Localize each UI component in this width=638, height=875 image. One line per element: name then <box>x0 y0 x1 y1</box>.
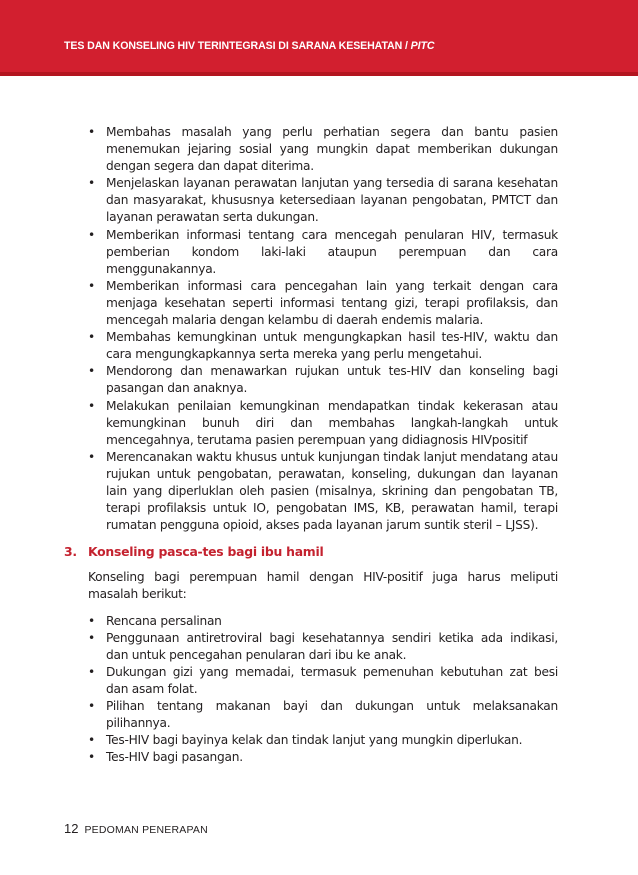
running-header-main: TES DAN KONSELING HIV TERINTEGRASI DI SARANA KESEHATAN / <box>64 40 411 52</box>
header-band <box>0 0 638 76</box>
running-header-italic: PITC <box>410 40 435 52</box>
bullet-icon: • <box>88 449 95 464</box>
list-item-text: Pilihan tentang makanan bayi dan dukungan untuk melaksanakan pilihannya. <box>106 699 558 731</box>
page-content <box>64 124 558 766</box>
bullet-icon: • <box>88 330 95 345</box>
list-item <box>64 363 558 397</box>
list-item <box>64 175 558 226</box>
section-title: Konseling pasca-tes bagi ibu hamil <box>88 544 324 560</box>
list-item-text: Memberikan informasi tentang cara mencegah penularan HIV, termasuk pemberian kondom laki-laki ataupun perempuan dan cara menggunakannya. <box>106 227 558 276</box>
list-item <box>64 449 558 534</box>
page-number: 12 <box>64 821 79 836</box>
list-item-text: Rencana persalinan <box>106 613 222 628</box>
bullet-list-followup <box>64 124 558 534</box>
bullet-icon: • <box>88 227 95 242</box>
list-item <box>64 749 558 766</box>
bullet-icon: • <box>88 125 95 139</box>
list-item <box>64 732 558 749</box>
list-item <box>64 278 558 329</box>
list-item-text: Tes-HIV bagi pasangan. <box>106 750 243 765</box>
bullet-icon: • <box>88 364 95 379</box>
list-item-text: Dukungan gizi yang memadai, termasuk pemenuhan kebutuhan zat besi dan asam folat. <box>106 664 558 696</box>
bullet-icon: • <box>88 398 95 413</box>
list-item <box>64 124 558 175</box>
list-item <box>64 698 558 732</box>
bullet-icon: • <box>88 278 95 293</box>
list-item-text: Mendorong dan menawarkan rujukan untuk tes-HIV dan konseling bagi pasangan dan anaknya. <box>106 364 558 396</box>
bullet-icon: • <box>88 664 95 679</box>
bullet-icon: • <box>88 630 95 645</box>
section-intro: Konseling bagi perempuan hamil dengan HIV-positif juga harus meliputi masalah berikut: <box>88 570 558 602</box>
section-heading <box>64 543 558 560</box>
list-item-text: Melakukan penilaian kemungkinan mendapatkan tindak kekerasan atau kemungkinan bunuh diri dan membahas langkah-langkah untuk mencegahnya, terutama pasien perempuan yang didiagnosis HIVpositif <box>106 398 558 447</box>
list-item-text: Merencanakan waktu khusus untuk kunjungan tindak lanjut mendatang atau rujukan untuk pengobatan, perawatan, konseling, dukungan dan layanan lain yang diperluklan oleh pasien (misalnya, skrining dan pengobatan TB, terapi profilaksis untuk IO, pengobatan IMS, KB, perawatan hamil, terapi rumatan pengguna opioid, akses pada layanan jarum suntik steril – LJSS). <box>106 449 558 533</box>
bullet-icon: • <box>88 613 95 628</box>
list-item <box>64 329 558 363</box>
footer-label: PEDOMAN PENERAPAN <box>84 824 208 836</box>
page-footer <box>64 820 208 838</box>
list-item <box>64 613 558 630</box>
list-item-text: Membahas kemungkinan untuk mengungkapkan hasil tes-HIV, waktu dan cara mengungkapkannya serta mereka yang perlu mengetahui. <box>106 330 558 362</box>
header-band-shadow <box>0 72 638 76</box>
list-item-text: Tes-HIV bagi bayinya kelak dan tindak lanjut yang mungkin diperlukan. <box>106 733 523 748</box>
bullet-icon: • <box>88 699 95 713</box>
list-item-text: Membahas masalah yang perlu perhatian segera dan bantu pasien menemukan jejaring sosial yang mungkin dapat memberikan dukungan dengan segera dan dapat diterima. <box>106 125 558 174</box>
list-item <box>64 398 558 449</box>
section-number: 3. <box>64 544 77 560</box>
list-item <box>64 227 558 278</box>
list-item-text: Menjelaskan layanan perawatan lanjutan yang tersedia di sarana kesehatan dan masyarakat, khususnya ketersediaan layanan pengobatan, PMTCT dan layanan perawatan serta dukungan. <box>106 176 558 225</box>
list-item <box>64 630 558 664</box>
bullet-icon: • <box>88 733 95 748</box>
list-item-text: Memberikan informasi cara pencegahan lain yang terkait dengan cara menjaga kesehatan seperti informasi tentang gizi, terapi profilaksis, dan mencegah malaria dengan kelambu di daerah endemis malaria. <box>106 278 558 328</box>
bullet-list-pregnant <box>64 613 558 767</box>
bullet-icon: • <box>88 750 95 765</box>
list-item <box>64 664 558 698</box>
running-header <box>64 40 434 52</box>
bullet-icon: • <box>88 176 95 191</box>
list-item-text: Penggunaan antiretroviral bagi kesehatannya sendiri ketika ada indikasi, dan untuk pencegahan penularan dari ibu ke anak. <box>106 630 558 662</box>
